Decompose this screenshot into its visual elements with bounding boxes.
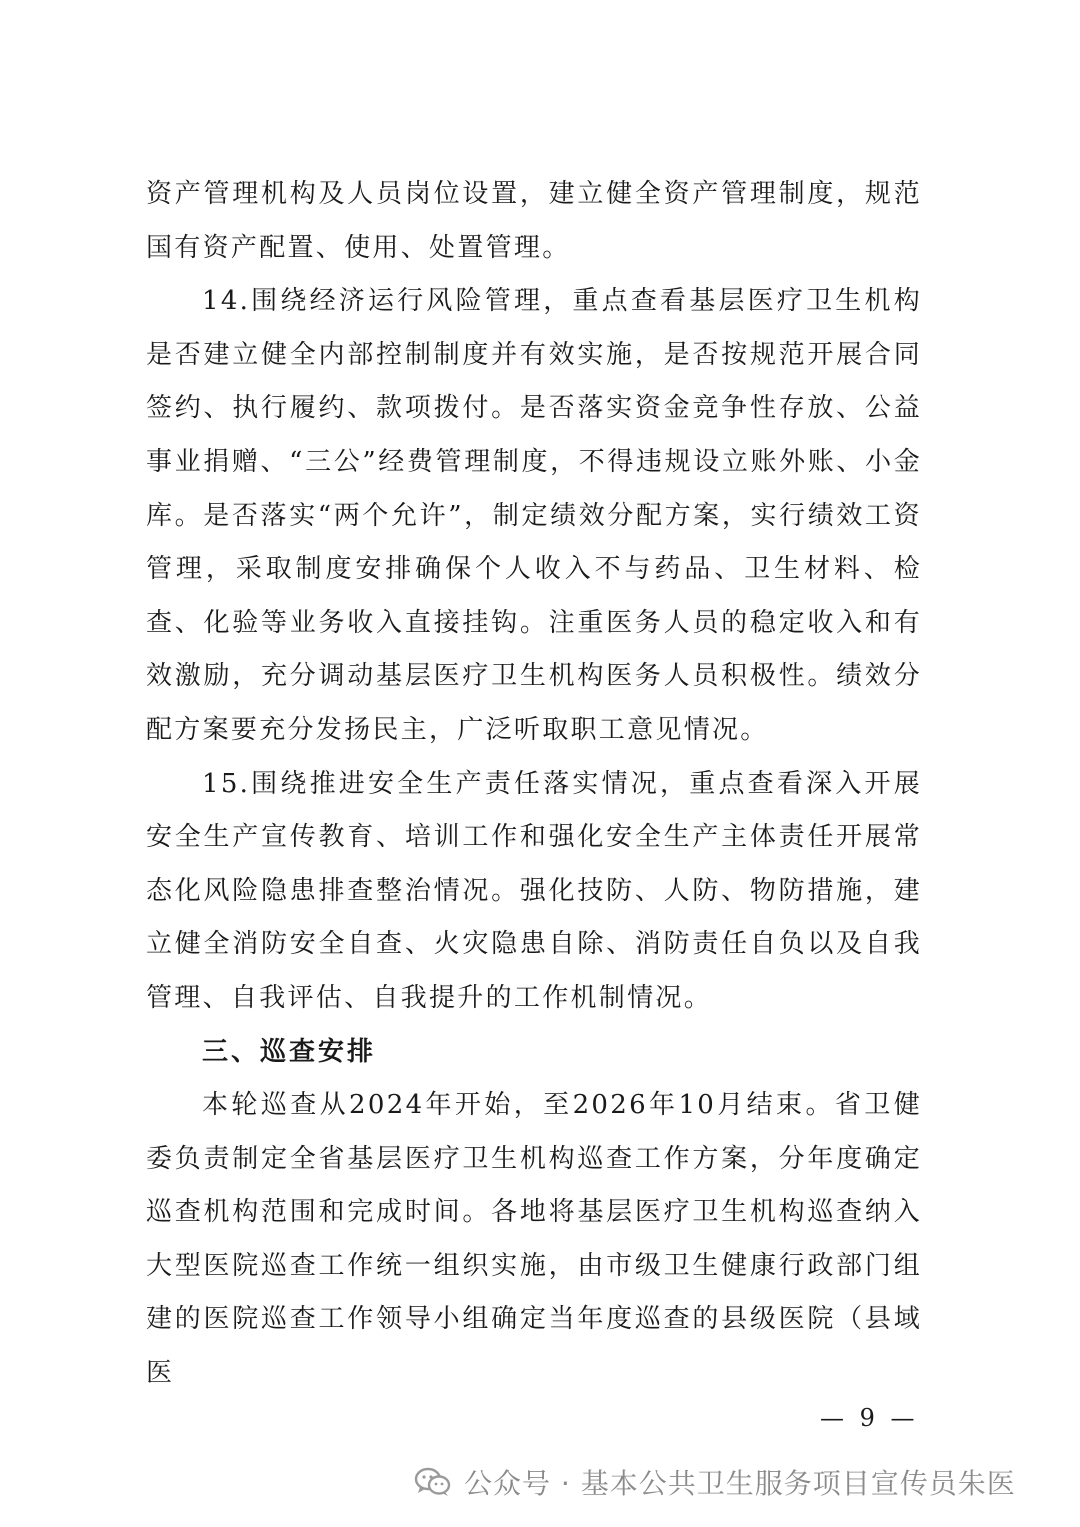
paragraph-inspection-schedule: 本轮巡查从2024年开始，至2026年10月结束。省卫健委负责制定全省基层医疗卫生机构巡查工作方案，分年度确定巡查机构范围和完成时间。各地将基层医疗卫生机构巡查纳入大型医院巡查工作统一组织实施，由市级卫生健康行政部门组建的医院巡查工作领导小组确定当年度巡查的县级医院（县域医 [146,1090,922,1389]
wechat-icon [414,1466,452,1498]
page-number: — 9 — [820,1404,919,1432]
watermark-text: 公众号 · 基本公共卫生服务项目宣传员朱医 [464,1467,1016,1500]
paragraph-item-14: 14.围绕经济运行风险管理，重点查看基层医疗卫生机构是否建立健全内部控制制度并有效实施，是否按规范开展合同签约、执行履约、款项拨付。是否落实资金竞争性存放、公益事业捐赠、“三公”经费管理制度，不得违规设立账外账、小金库。是否落实“两个允许”，制定绩效分配方案，实行绩效工资管理，采取制度安排确保个人收入不与药品、卫生材料、检查、化验等业务收入直接挂钩。注重医务人员的稳定收入和有效激励，充分调动基层医疗卫生机构医务人员积极性。绩效分配方案要充分发扬民主，广泛听取职工意见情况。 [146,286,922,745]
watermark [414,1460,1016,1504]
section-heading-inspection-arrangement: 三、巡查安排 [202,1036,377,1067]
document-page [146,168,922,1401]
paragraph-asset-management: 资产管理机构及人员岗位设置，建立健全资产管理制度，规范国有资产配置、使用、处置管理。 [146,179,922,263]
paragraph-item-15: 15.围绕推进安全生产责任落实情况，重点查看深入开展安全生产宣传教育、培训工作和强化安全生产主体责任开展常态化风险隐患排查整治情况。强化技防、人防、物防措施，建立健全消防安全自查、火灾隐患自除、消防责任自负以及自我管理、自我评估、自我提升的工作机制情况。 [146,768,922,1013]
